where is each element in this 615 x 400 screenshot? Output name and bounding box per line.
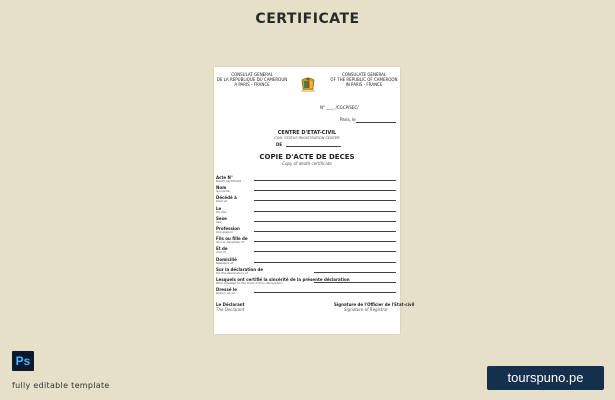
field-sublabel: Resident at bbox=[216, 260, 234, 265]
center-title: CENTRE D'ETAT-CIVIL bbox=[277, 130, 337, 136]
field-line[interactable] bbox=[254, 211, 396, 212]
field-label: Sexe bbox=[216, 215, 227, 221]
center-of-label: DE bbox=[276, 142, 283, 147]
coat-of-arms-icon bbox=[298, 75, 318, 95]
field-sublabel: Son or daughter of bbox=[216, 240, 245, 245]
header-right-line: CONSULATE GENERAL bbox=[341, 72, 387, 77]
field-sublabel: Who attested to the truth of this declaration bbox=[216, 281, 283, 285]
field-line[interactable] bbox=[254, 292, 396, 293]
field-line[interactable] bbox=[254, 221, 396, 222]
field-label: Profession bbox=[216, 226, 240, 231]
template-caption: fully editable template bbox=[12, 381, 110, 390]
page-title: CERTIFICATE bbox=[255, 11, 360, 27]
field-label: Nom bbox=[216, 185, 227, 191]
field-label: Décédé à bbox=[216, 195, 237, 201]
center-subtitle: CIVIL STATUS REGISTRATION CENTER bbox=[274, 136, 340, 140]
field-label: Dressé le bbox=[216, 287, 237, 293]
act-title: COPIE D'ACTE DE DECES bbox=[259, 153, 355, 161]
field-line[interactable] bbox=[254, 262, 396, 263]
field-sublabel: Sex bbox=[216, 219, 222, 224]
field-line[interactable] bbox=[254, 251, 396, 252]
field-sublabel: On the bbox=[216, 209, 227, 214]
field-line[interactable] bbox=[314, 272, 396, 273]
brand-badge[interactable]: tourspuno.pe bbox=[487, 366, 604, 390]
header-left-line: A PARIS - FRANCE bbox=[234, 82, 270, 87]
header-right-line: IN PARIS - FRANCE bbox=[345, 82, 383, 87]
registrar-signature-sublabel: Signature of Registrar bbox=[344, 307, 389, 312]
header-right bbox=[330, 72, 398, 87]
field-line[interactable] bbox=[254, 190, 396, 191]
photoshop-icon: Ps bbox=[12, 351, 34, 371]
header-left bbox=[216, 72, 288, 87]
field-sublabel: And of bbox=[216, 250, 226, 255]
field-line[interactable] bbox=[254, 241, 396, 242]
field-line[interactable] bbox=[314, 282, 396, 283]
certificate-document bbox=[214, 67, 415, 334]
field-sublabel: Occupation bbox=[216, 230, 234, 234]
header-left-line: CONSULAT GENERAL bbox=[231, 72, 273, 77]
registrar-signature-label: Signature de l'Officier de l'Etat-civil bbox=[334, 302, 415, 307]
field-label: Fils ou fille de bbox=[216, 236, 248, 242]
field-sublabel: Drawn up on bbox=[216, 291, 236, 296]
field-line[interactable] bbox=[254, 200, 396, 201]
header-right-line: OF THE REPUBLIC OF CAMEROON bbox=[330, 77, 398, 82]
field-label: Sur la déclaration de bbox=[216, 266, 264, 272]
act-subtitle: Copy of death certificate bbox=[282, 161, 332, 166]
header-left-line: DE LA REPUBLIQUE DU CAMEROUN bbox=[216, 77, 288, 82]
field-sublabel: Surname bbox=[216, 189, 230, 194]
field-label: Le bbox=[216, 205, 222, 211]
declarant-label: Le Déclarant bbox=[216, 302, 245, 307]
field-line[interactable] bbox=[254, 180, 396, 181]
field-label: Et de bbox=[216, 246, 228, 252]
place-date-label: Paris, le bbox=[340, 117, 356, 122]
declarant-sublabel: The Declarant bbox=[216, 307, 245, 312]
field-line[interactable] bbox=[254, 231, 396, 232]
field-label: Domicilié bbox=[216, 256, 237, 262]
field-label: Lesquels ont certifié la sincérité de la présente déclaration bbox=[216, 277, 350, 282]
reference-number: N° ____ /CGCP/SEC/ bbox=[320, 105, 359, 110]
field-label: Acte N° bbox=[216, 175, 233, 180]
field-sublabel: Died at bbox=[216, 199, 227, 204]
field-sublabel: On the declaration of bbox=[216, 270, 248, 275]
field-sublabel: Death certificate bbox=[216, 179, 242, 183]
